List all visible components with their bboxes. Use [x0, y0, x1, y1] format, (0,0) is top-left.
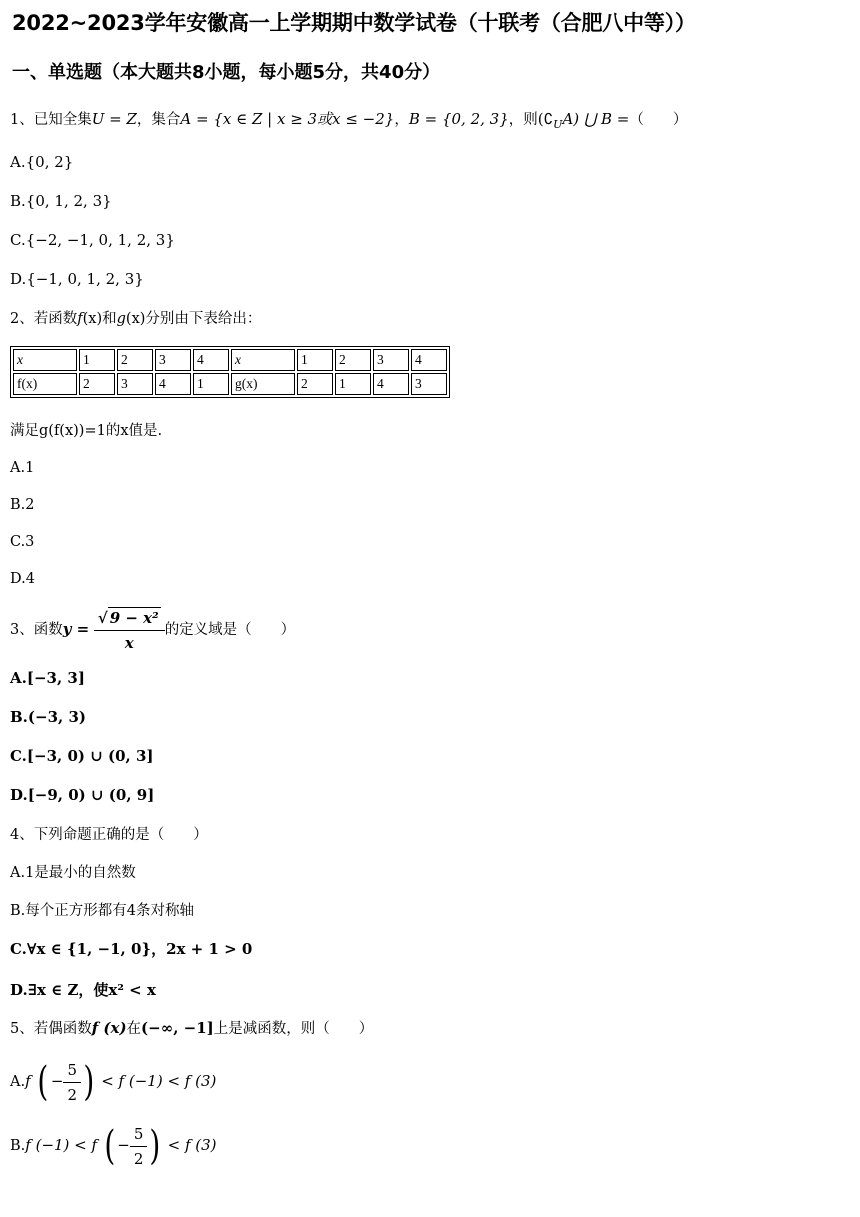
option-label: A. [10, 1074, 26, 1090]
exam-title: 2022~2023学年安徽高一上学期期中数学试卷（十联考（合肥八中等）） [12, 11, 696, 35]
q5-b-fraction [130, 1124, 148, 1169]
q1-option-c[interactable] [10, 229, 175, 252]
left-paren: ( [37, 1059, 49, 1105]
q3-option-b[interactable] [10, 706, 86, 729]
q1-union-expr: A) ⋃ B = [562, 110, 630, 128]
table-cell: 4 [155, 373, 191, 395]
q1-blank: （ ） [629, 112, 688, 128]
q2-condition: 满足g(f(x))=1的x值是. [10, 423, 163, 439]
table-cell: 3 [411, 373, 447, 395]
q3-prefix: 3、函数 [10, 622, 63, 638]
q3-suffix: 的定义域是（ ） [164, 622, 296, 638]
table-cell: 2 [117, 349, 153, 371]
option-text: C.3 [10, 534, 35, 550]
function-table [10, 346, 450, 398]
table-cell: 4 [193, 349, 229, 371]
q1-text: ，集合 [136, 112, 181, 128]
question-2-stem [10, 308, 261, 330]
q2-g: g [116, 311, 126, 327]
q3-option-d[interactable] [10, 784, 154, 807]
q3-fraction [94, 607, 165, 653]
q1-text: ， [394, 112, 409, 128]
right-paren: ) [83, 1059, 95, 1105]
q1-universal-set: U = Z [91, 110, 137, 128]
q1-set-a: A = {x ∈ Z | x ≥ 3或x ≤ −2} [180, 110, 395, 128]
option-text: A.1是最小的自然数 [10, 865, 136, 881]
q2-f: f [77, 311, 83, 327]
q1-option-b[interactable] [10, 190, 112, 213]
question-3-stem [10, 604, 295, 655]
section-heading: 一、单选题（本大题共8小题，每小题5分，共40分） [12, 62, 441, 83]
table-cell: 3 [117, 373, 153, 395]
q4-option-c[interactable] [10, 938, 252, 961]
option-text: B.2 [10, 497, 35, 513]
q2-option-a[interactable] [10, 457, 34, 479]
q3-lhs: y = [62, 620, 90, 638]
q3-radicand: 9 − x² [109, 609, 159, 627]
q2-prefix: 2、若函数 [10, 311, 78, 327]
q5-prefix: 5、若偶函数 [10, 1021, 92, 1037]
q3-denominator: x [124, 634, 134, 652]
option-text: C.{−2, −1, 0, 1, 2, 3} [10, 231, 175, 249]
q1-option-a[interactable] [10, 151, 73, 174]
q2-text: (x)分别由下表给出： [125, 311, 262, 327]
option-text: C.∀x ∈ {1, −1, 0}，2x + 1 > 0 [10, 940, 253, 958]
option-text: A.{0, 2} [10, 153, 74, 171]
minus-sign: − [50, 1072, 64, 1090]
table-cell: 2 [79, 373, 115, 395]
q5-option-a[interactable] [10, 1056, 216, 1107]
table-cell: g(x) [231, 373, 295, 395]
question-1-stem [10, 108, 687, 136]
fraction-numerator: 5 [130, 1124, 148, 1147]
option-text: A.1 [10, 460, 35, 476]
table-cell: 2 [335, 349, 371, 371]
q5-a-fraction [63, 1060, 81, 1105]
q2-option-c[interactable] [10, 531, 34, 553]
table-cell: 4 [373, 373, 409, 395]
left-paren: ( [104, 1123, 115, 1169]
fraction-denominator: 2 [133, 1149, 144, 1168]
q1-text: ，则 [508, 112, 538, 128]
option-text: D.[−9, 0) ∪ (0, 9] [10, 786, 155, 804]
option-text: A.[−3, 3] [10, 669, 85, 687]
q1-option-d[interactable] [10, 268, 144, 291]
table-cell: 1 [297, 349, 333, 371]
table-cell: x [13, 349, 77, 371]
q1-set-b: B = {0, 2, 3} [408, 110, 509, 128]
fraction-numerator: 5 [63, 1060, 81, 1083]
table-cell: 1 [79, 349, 115, 371]
q5-text: 在 [126, 1021, 142, 1037]
option-text: D.{−1, 0, 1, 2, 3} [10, 270, 144, 288]
q4-option-a[interactable] [10, 862, 136, 884]
q3-option-a[interactable] [10, 667, 85, 690]
q2-text: (x)和 [82, 311, 117, 327]
q3-option-c[interactable] [10, 745, 154, 768]
q5-interval: (−∞, −1] [141, 1019, 214, 1037]
table-cell: f(x) [13, 373, 77, 395]
question-5-stem [10, 1017, 373, 1040]
q1-prefix: 1、已知全集 [10, 112, 92, 128]
right-paren: ) [149, 1123, 161, 1169]
minus-sign: − [117, 1136, 130, 1154]
q2-option-b[interactable] [10, 494, 35, 516]
option-text: D.4 [10, 571, 35, 587]
q5-text: 上是减函数，则（ ） [213, 1021, 374, 1037]
q1-complement: (∁ [537, 110, 554, 128]
q5-function: f (x) [91, 1019, 127, 1037]
table-cell: 4 [411, 349, 447, 371]
table-row [13, 349, 447, 371]
table-cell: 3 [155, 349, 191, 371]
q1-complement-sub: U [553, 117, 563, 131]
q3-numerator: √ 9 − x² [94, 607, 165, 631]
table-cell: 2 [297, 373, 333, 395]
q2-option-d[interactable] [10, 568, 35, 590]
table-cell: 1 [193, 373, 229, 395]
q5-b-pre: f (−1) < f [25, 1136, 98, 1154]
option-text: C.[−3, 0) ∪ (0, 3] [10, 747, 154, 765]
q5-a-f: f [25, 1072, 31, 1090]
option-label: B. [10, 1138, 26, 1154]
option-text: B.{0, 1, 2, 3} [10, 192, 112, 210]
table-cell: x [231, 349, 295, 371]
q5-a-rest: < f (−1) < f (3) [101, 1072, 217, 1090]
option-text: B.每个正方形都有4条对称轴 [10, 903, 194, 919]
q5-b-rest: < f (3) [167, 1136, 217, 1154]
q5-option-b[interactable] [10, 1120, 217, 1171]
question-4-stem: 4、下列命题正确的是（ ） [10, 827, 208, 843]
fraction-denominator: 2 [67, 1085, 77, 1104]
q4-option-b[interactable] [10, 900, 194, 922]
option-text: D.∃x ∈ Z，使x² < x [10, 981, 156, 999]
q4-option-d[interactable] [10, 979, 156, 1002]
option-text: B.(−3, 3) [10, 708, 86, 726]
table-cell: 3 [373, 349, 409, 371]
table-row [13, 373, 447, 395]
table-cell: 1 [335, 373, 371, 395]
